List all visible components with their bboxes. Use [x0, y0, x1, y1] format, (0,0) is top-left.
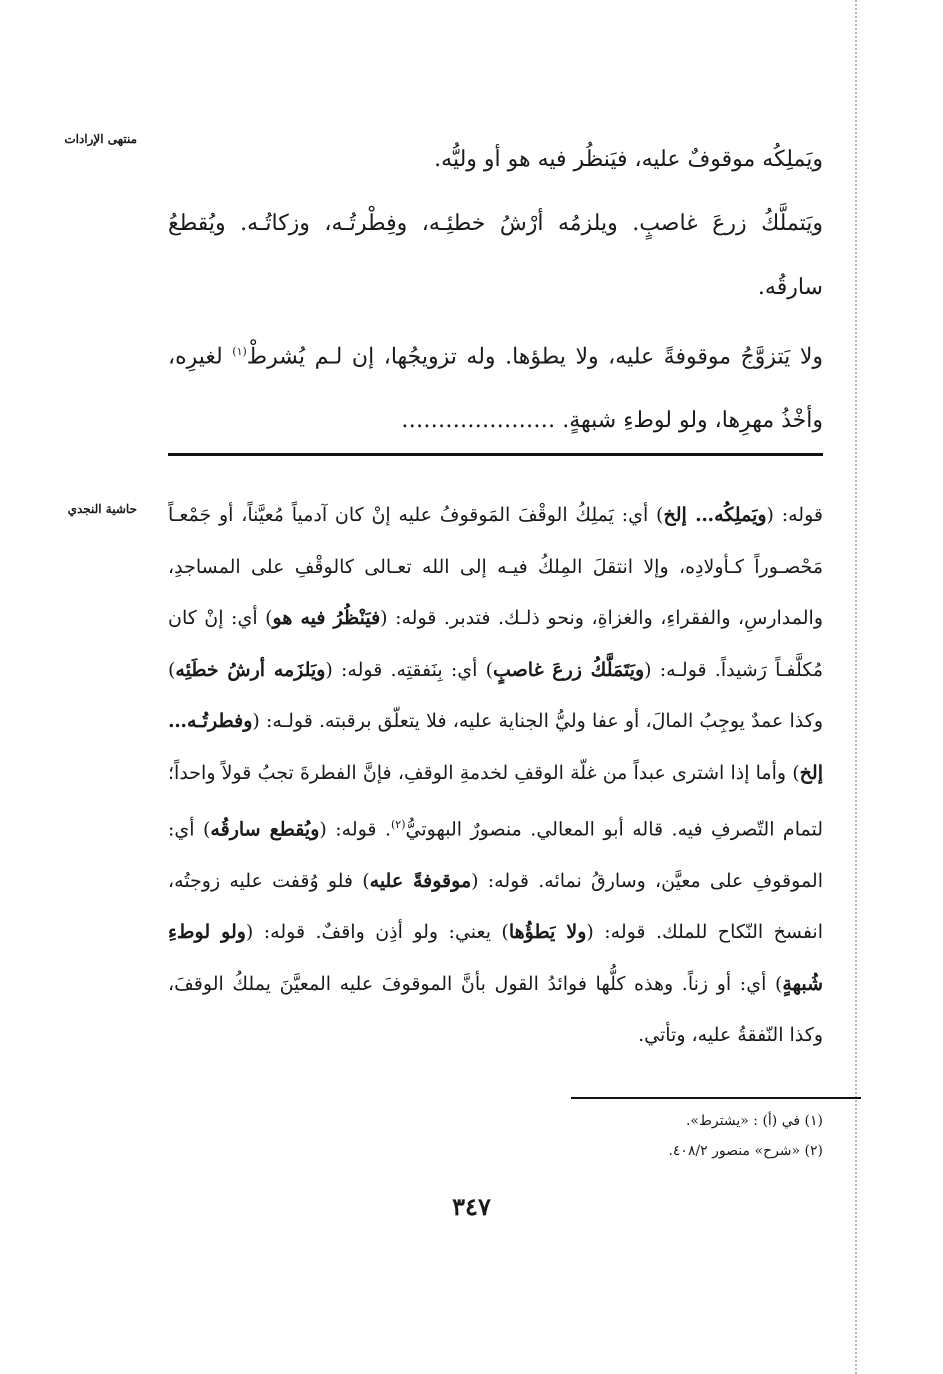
footnote-ref-2: (٢)	[391, 818, 406, 831]
lemma-9: ولو لوطءِ شُبهةٍ	[168, 921, 823, 995]
commentary-label: حاشية النجدي	[67, 502, 137, 516]
commentary-text-run: ) أي: يَملِكُ الوقْفَ المَوقوفُ عليه إنْ كان آدمياً مُعيَّناً، أو جَمْعـاً مَحْصـوراً كـأولادِه، وإلا انتقلَ المِلكُ فيـه إلى الله تعـالى كالوقْفِ على المساجدِ، والمدارسِ، والفقراءِ، والغزاةِ، ونحو ذلـك. فتدبر.	[168, 504, 823, 629]
running-head: منتهى الإرادات	[64, 132, 137, 146]
commentary-text-run: ) يعني: ولو أذِن واقفٌ. قوله: (	[245, 921, 509, 944]
lemma-6: ويُقطع سارقُه	[210, 818, 320, 841]
main-paragraph-3-continuation: لغيرِه، وأخْذُ مهرِها، ولو لوطءِ شبهةٍ.	[168, 344, 823, 434]
lemma-8: ولا يَطؤُها	[508, 921, 587, 944]
lemma-2: فيَنْظُرُ فيه هو	[272, 607, 381, 629]
commentary-text-run: ) وكذا عمدٌ يوجِبُ المالَ، أو عفا وليُّ الجناية عليه، فلا يتعلّق برقبته. قولـه: (	[168, 658, 823, 732]
lemma-4: ويَلزَمه أرشُ خطَئِه	[175, 658, 326, 681]
lemma-5: وفطرتُـه…إلخ	[168, 710, 823, 784]
lemma-1: ويَملِكُه… إلخ	[663, 504, 767, 526]
footnote-1: (١) في (أ) : «يشترط».	[685, 1113, 823, 1129]
commentary-text-run: ) أي: أو زناً. وهذه كلُّها فوائدُ القول بأنَّ الموقوفَ عليه المعيَّنَ يملكُ الوقفَ، وكذا النّفقةُ عليه، وتأتي.	[168, 972, 823, 1047]
main-paragraph-1: ويَملِكُه موقوفٌ عليه، فيَنظُر فيه هو أو وليُّه.	[434, 147, 823, 172]
footnotes	[168, 1106, 823, 1166]
section-divider	[168, 453, 823, 456]
commentary-text	[168, 490, 823, 1062]
commentary-text-run: . قوله: (	[319, 818, 391, 841]
lemma-3: ويَتَمَلَّكُ زرعَ غاصبٍ	[492, 658, 645, 681]
commentary-text-run: ) فلو وُقفت عليه زوجتُه، انفسخ النّكاح للملك. قوله: (	[168, 869, 823, 944]
commentary-text-run: ) أي: الموقوفِ على معيَّن، وسارقُ نمائه. قوله: (	[168, 818, 823, 892]
page-number: ٣٤٧	[452, 1192, 491, 1221]
commentary-paragraph	[168, 490, 823, 1062]
commentary-text-run: ) أي: إنْ كان مُكلَّفـاً رَشيداً. قولـه: (	[168, 607, 823, 681]
footnote-rule	[571, 1097, 861, 1099]
commentary-text-run: ) وأما إذا اشترى عبداً من غلّة الوقفِ لخدمةِ الوقفِ، فإنَّ الفطرةَ تجبُ قولاً واحداً؛ لتمام التّصرفِ فيه. قاله أبو المعالي. منصورٌ البهوتيُّ	[168, 761, 823, 841]
main-text	[168, 128, 823, 453]
leader-dots: …………………	[401, 408, 556, 434]
commentary-text-run: قوله: (	[380, 607, 437, 629]
footnote-2: (٢) «شرح» منصور ٤٠٨/٢.	[668, 1143, 823, 1159]
main-paragraph-2: ويَتملَّكُ زرعَ غاصبٍ. ويلزمُه أرْشُ خطئِـه، وفِطْرتُـه، وزكاتُـه. ويُقطعُ سارقُه.	[168, 211, 823, 300]
footnote-ref-1: (١)	[232, 345, 247, 358]
page-edge-dotted-line	[855, 0, 857, 1374]
commentary-text-run: قوله: (	[766, 504, 823, 526]
main-paragraph-3	[168, 320, 823, 453]
main-paragraph-3-text: ولا يَتزوَّجُ موقوفةً عليه، ولا يطؤها. وله تزويجُها، إن لـم يُشرطْ	[246, 344, 823, 370]
lemma-7: موقوفةً عليه	[369, 869, 472, 892]
commentary-text-run: ) أي: بِنَفقتِه. قوله: (	[325, 658, 493, 681]
